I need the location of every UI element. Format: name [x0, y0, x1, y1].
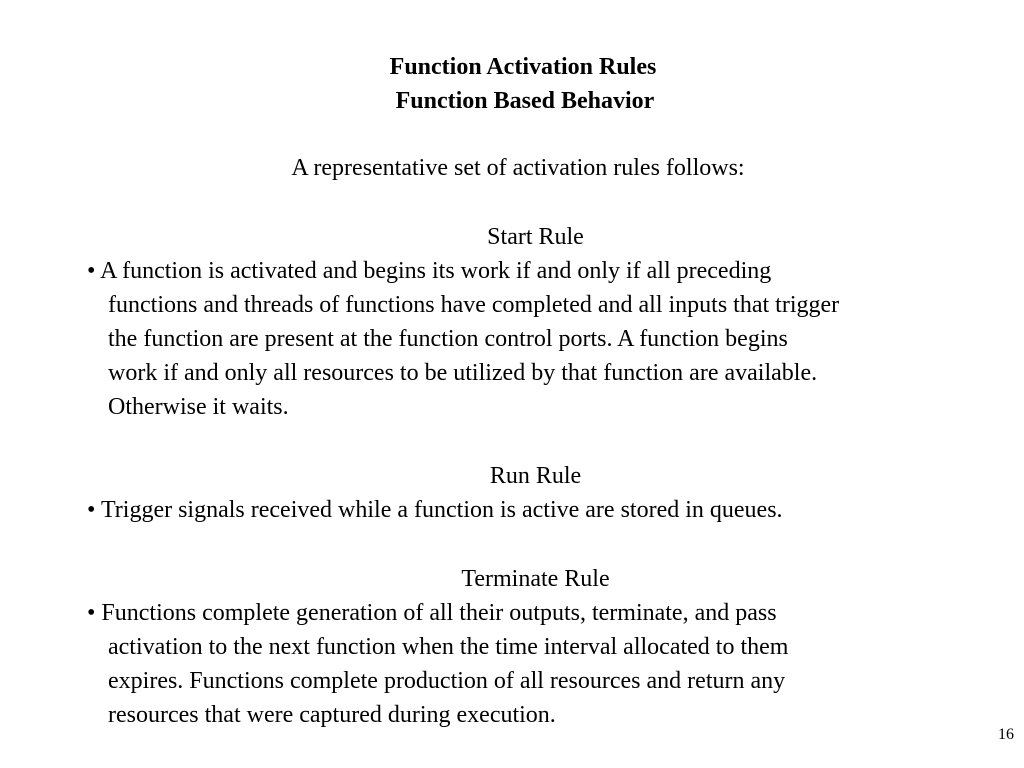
run-rule-bullet: [87, 493, 987, 527]
slide-subtitle: Function Based Behavior: [395, 88, 655, 114]
start-rule-heading: Start Rule: [487, 224, 584, 250]
bullet-line: resources that were captured during execution.: [108, 702, 556, 728]
run-rule-heading: Run Rule: [489, 463, 582, 489]
bullet-line: • A function is activated and begins its work if and only if all preceding: [87, 258, 772, 284]
bullet-line: expires. Functions complete production of all resources and return any: [108, 668, 786, 694]
terminate-rule-bullet: [87, 596, 987, 732]
terminate-rule-heading: Terminate Rule: [461, 566, 610, 592]
bullet-line: Otherwise it waits.: [108, 394, 289, 420]
bullet-line: work if and only all resources to be utilized by that function are available.: [108, 360, 818, 386]
bullet-line: functions and threads of functions have completed and all inputs that trigger: [108, 292, 840, 318]
bullet-line: activation to the next function when the time interval allocated to them: [108, 634, 789, 660]
slide-title: Function Activation Rules: [389, 54, 657, 80]
bullet-line: • Functions complete generation of all their outputs, terminate, and pass: [87, 600, 777, 626]
page-number: 16: [998, 726, 1014, 743]
bullet-line: the function are present at the function control ports. A function begins: [108, 326, 788, 352]
bullet-line: • Trigger signals received while a function is active are stored in queues.: [87, 497, 783, 523]
intro-text: A representative set of activation rules follows:: [291, 155, 745, 181]
start-rule-bullet: [87, 254, 987, 424]
